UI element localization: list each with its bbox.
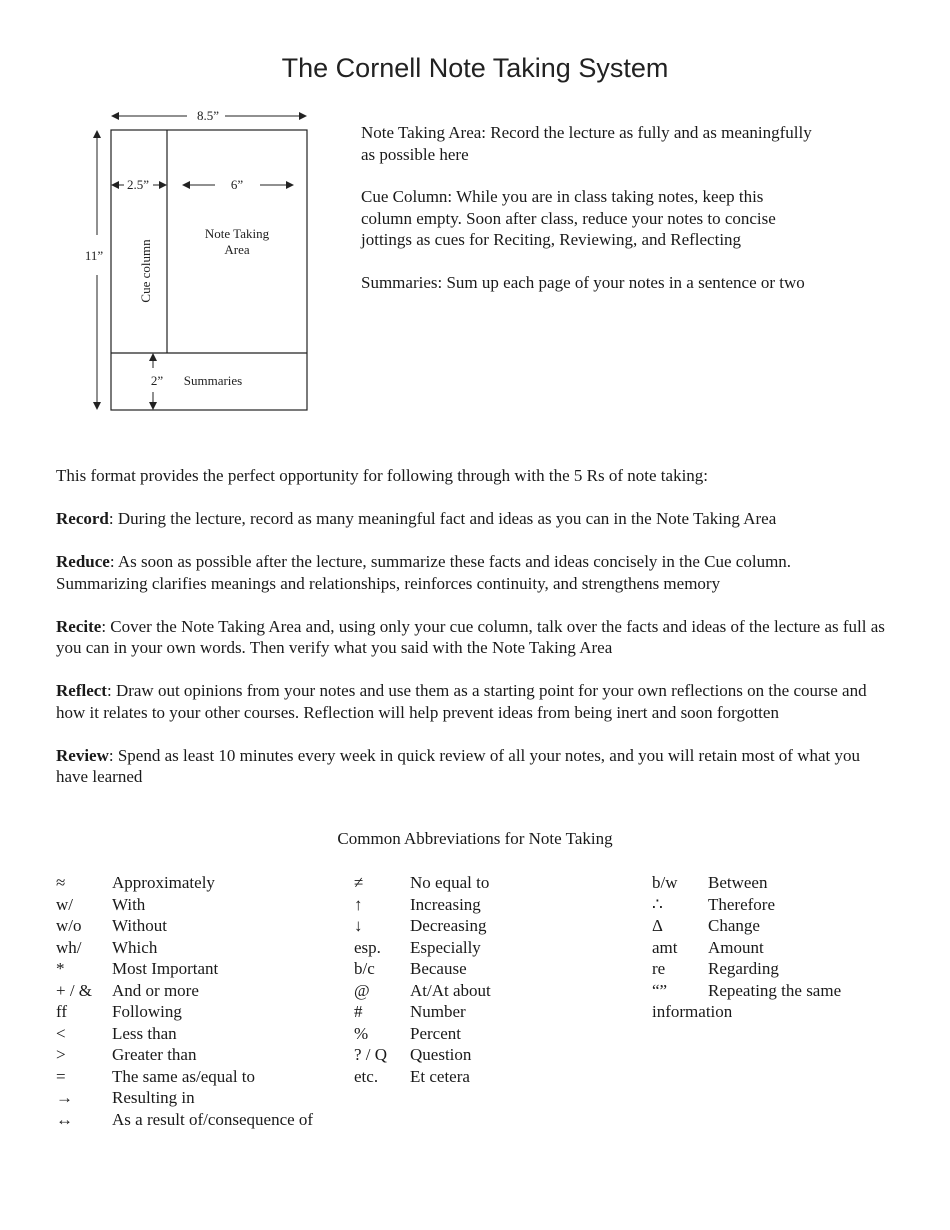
abbreviation-row — [652, 937, 841, 959]
abbreviation-symbol: → — [56, 1088, 73, 1107]
abbreviation-row — [652, 872, 841, 894]
abbreviation-symbol: w/ — [56, 894, 73, 914]
cue-width-label: 2.5” — [126, 177, 150, 192]
abbreviation-row — [56, 1044, 313, 1066]
abbreviation-meaning: No equal to — [410, 873, 490, 892]
abbreviation-meaning: Following — [112, 1002, 182, 1021]
abbreviation-row — [354, 1023, 491, 1045]
reduce-term: Reduce — [56, 552, 110, 571]
review-text: : Spend as least 10 minutes every week in quick review of all your notes, and you will retain most of what you have learned — [56, 745, 861, 786]
abbreviation-meaning: Percent — [410, 1023, 461, 1043]
width-label: 8.5” — [196, 108, 220, 123]
note-taking-area-description: Note Taking Area: Record the lecture as fully and as meaningfully as possible here — [361, 123, 812, 164]
abbreviation-row — [56, 1066, 313, 1088]
abbreviation-row — [354, 980, 491, 1002]
abbreviation-meaning: Number — [410, 1002, 466, 1021]
abbreviation-row — [56, 958, 313, 980]
abbreviation-row — [56, 1023, 313, 1045]
abbreviation-meaning: Less than — [112, 1023, 177, 1043]
recite-text: : Cover the Note Taking Area and, using only your cue column, talk over the facts and ideas of the lecture as full as you can in your own words. Then verify what you said with the Note Taking Area — [56, 616, 885, 657]
abbreviation-symbol: re — [652, 959, 666, 978]
abbreviation-row — [56, 1001, 313, 1023]
abbreviation-row — [56, 915, 313, 937]
abbreviation-meaning: Change — [708, 916, 760, 935]
abbreviation-meaning: Which — [112, 937, 158, 957]
review-term: Review — [56, 745, 109, 765]
abbreviation-symbol: “” — [652, 980, 668, 1000]
abbreviation-row — [652, 894, 841, 916]
reflect-paragraph — [56, 680, 886, 723]
abbreviation-symbol: > — [56, 1045, 66, 1064]
abbreviation-symbol: % — [354, 1023, 369, 1043]
reflect-text: : Draw out opinions from your notes and use them as a starting point for your own reflections on the course and how it relates to your other courses. Reflection will help prevent ideas from being inert and soon forgotten — [56, 681, 867, 722]
abbreviation-meaning: Increasing — [410, 894, 481, 914]
note-width-label: 6” — [230, 177, 244, 192]
summaries-description: Summaries: Sum up each page of your notes in a sentence or two — [361, 272, 805, 292]
abbreviation-row — [354, 1001, 491, 1023]
recite-term: Recite — [56, 616, 102, 636]
abbreviation-meaning: Resulting in — [112, 1088, 195, 1107]
abbreviation-symbol: b/c — [354, 959, 375, 978]
record-text: : During the lecture, record as many meaningful fact and ideas as you can in the Note Taking Area — [108, 509, 777, 528]
abbreviation-meaning: Amount — [708, 937, 764, 957]
abbreviation-meaning: Decreasing — [410, 916, 487, 935]
abbreviation-symbol: ↓ — [354, 916, 363, 935]
abbreviation-row — [652, 958, 841, 980]
abbreviation-meaning: With — [112, 894, 146, 914]
height-label: 11” — [84, 248, 104, 263]
cue-column-description: Cue Column: While you are in class taking notes, keep this column empty. Soon after class, reduce your notes to concise jottings as cues for Reciting, Reviewing, and Reflecting — [361, 187, 776, 249]
page-title: The Cornell Note Taking System — [281, 53, 669, 83]
abbreviation-row — [56, 894, 313, 916]
abbreviation-row — [56, 1087, 313, 1109]
note-area-label-line1: Note Taking — [204, 226, 270, 241]
abbreviation-symbol: ≈ — [56, 873, 66, 892]
abbreviation-meaning: Because — [410, 959, 467, 978]
reduce-text: : As soon as possible after the lecture, summarize these facts and ideas concisely in the Cue column. Summarizing clarifies meanings and relationships, reinforces continuity, and strengthens memory — [56, 552, 792, 593]
abbreviation-row — [56, 872, 313, 894]
abbreviation-row — [354, 915, 491, 937]
record-paragraph — [56, 508, 886, 530]
abbreviation-symbol: Δ — [652, 916, 663, 935]
abbreviations-column-2 — [354, 872, 491, 1087]
abbreviations-column-3 — [652, 872, 841, 1023]
abbreviation-meaning: Between — [708, 873, 768, 892]
five-rs-section — [56, 465, 886, 809]
abbreviation-row — [56, 980, 313, 1002]
abbreviation-row — [354, 958, 491, 980]
summaries-label: Summaries — [183, 373, 243, 388]
cue-column-label: Cue column — [138, 239, 153, 303]
abbreviation-symbol: w/o — [56, 916, 82, 935]
abbreviation-meaning: Approximately — [112, 873, 215, 892]
abbreviation-meaning-continuation: information — [652, 1002, 733, 1021]
summary-height-label: 2” — [150, 373, 164, 388]
abbreviation-meaning: As a result of/consequence of — [112, 1109, 314, 1129]
abbreviation-symbol: wh/ — [56, 937, 82, 957]
abbreviation-symbol: @ — [354, 980, 370, 1000]
abbreviation-meaning: Without — [112, 916, 168, 935]
abbreviation-row — [56, 937, 313, 959]
reflect-term: Reflect — [56, 681, 107, 700]
abbreviation-symbol: ? / Q — [354, 1045, 388, 1064]
abbreviation-symbol: ff — [56, 1002, 68, 1021]
abbreviation-meaning: Regarding — [708, 959, 779, 978]
note-area-label-line2: Area — [224, 242, 250, 257]
recite-paragraph — [56, 616, 886, 659]
abbreviation-meaning: Therefore — [708, 894, 776, 914]
abbreviation-symbol: b/w — [652, 873, 678, 892]
cornell-layout-diagram — [75, 100, 325, 420]
abbreviation-symbol: + / & — [56, 980, 93, 1000]
abbreviation-symbol: ↔ — [56, 1109, 73, 1129]
abbreviation-row — [56, 1109, 313, 1131]
abbreviation-meaning: Most Important — [112, 959, 219, 978]
abbreviation-meaning: And or more — [112, 980, 199, 1000]
abbreviation-symbol: ↑ — [354, 894, 363, 914]
abbreviation-meaning: The same as/equal to — [112, 1066, 256, 1086]
abbreviations-column-1 — [56, 872, 313, 1130]
abbreviation-row — [354, 1044, 491, 1066]
section-descriptions — [361, 122, 816, 314]
abbreviation-meaning: Repeating the same — [708, 980, 842, 1000]
record-term: Record — [56, 509, 109, 528]
abbreviation-symbol: = — [56, 1066, 66, 1086]
abbreviation-meaning: Greater than — [112, 1045, 197, 1064]
abbreviation-row — [354, 937, 491, 959]
abbreviation-symbol: < — [56, 1023, 66, 1043]
intro-paragraph: This format provides the perfect opportunity for following through with the 5 Rs of note taking: — [56, 466, 709, 485]
abbreviation-symbol: amt — [652, 937, 678, 957]
review-paragraph — [56, 745, 886, 788]
abbreviation-row — [354, 894, 491, 916]
abbreviation-symbol: etc. — [354, 1066, 379, 1086]
reduce-paragraph — [56, 551, 886, 594]
abbreviations-heading: Common Abbreviations for Note Taking — [337, 829, 613, 848]
abbreviation-row — [652, 980, 841, 1002]
abbreviation-symbol: ≠ — [354, 873, 364, 892]
abbreviation-meaning: At/At about — [410, 980, 491, 1000]
abbreviation-symbol: ∴ — [652, 894, 663, 914]
abbreviation-meaning: Especially — [410, 937, 481, 957]
abbreviation-meaning: Et cetera — [410, 1066, 470, 1086]
abbreviation-row — [354, 1066, 491, 1088]
abbreviation-meaning: Question — [410, 1045, 472, 1064]
abbreviation-row — [652, 915, 841, 937]
abbreviation-symbol: # — [354, 1002, 363, 1021]
abbreviation-symbol: esp. — [354, 937, 381, 957]
abbreviation-symbol: * — [56, 959, 65, 978]
abbreviation-row — [354, 872, 491, 894]
